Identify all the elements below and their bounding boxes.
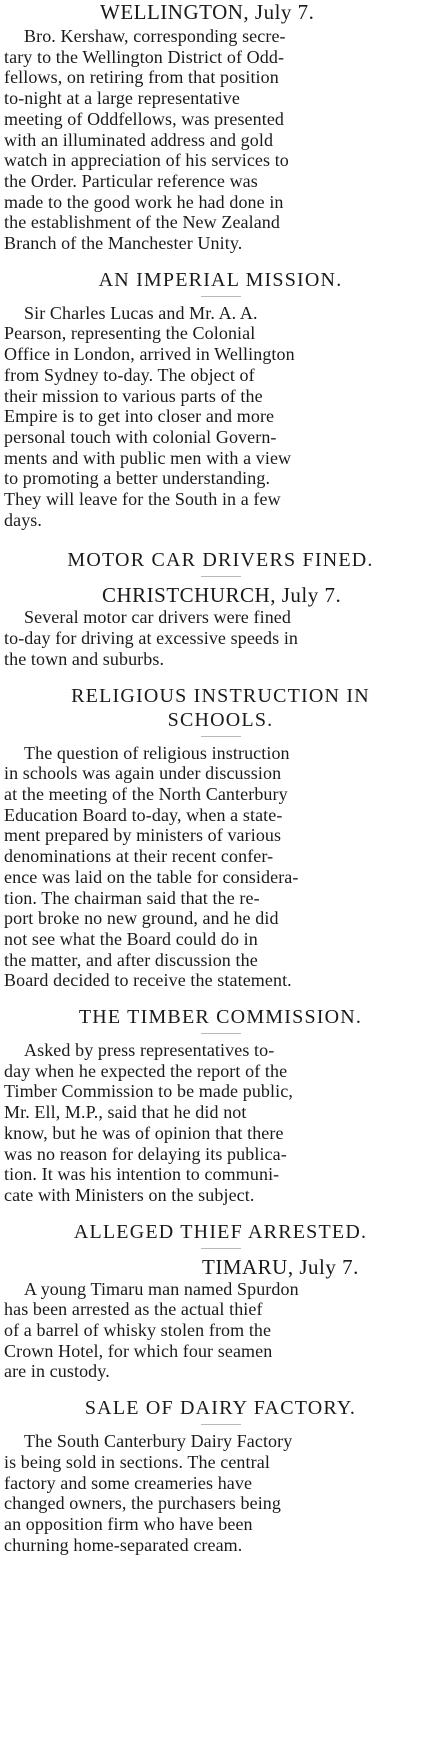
text-line: day when he expected the report of the <box>4 1060 288 1081</box>
text-line: A young Timaru man named Spurdon <box>24 1278 299 1299</box>
article-timber-commission <box>4 1005 437 1206</box>
text-line: fellows, on retiring from that position <box>4 67 279 88</box>
article-dairy-factory <box>4 1396 437 1555</box>
text-line: Asked by press representatives to- <box>24 1040 275 1061</box>
text-line: Pearson, representing the Colonial <box>4 323 256 344</box>
divider <box>201 1248 241 1249</box>
article-heading: ALLEGED THIEF ARRESTED. <box>73 1220 368 1243</box>
dateline: TIMARU, July 7. <box>202 1254 359 1279</box>
text-line: Branch of the Manchester Unity. <box>4 233 243 254</box>
article-wellington <box>4 0 437 254</box>
article-body <box>4 1279 437 1383</box>
text-line: Timber Commission to be made public, <box>4 1081 293 1102</box>
divider <box>201 296 241 297</box>
divider <box>201 576 241 577</box>
text-line: personal touch with colonial Govern- <box>4 426 277 447</box>
text-line: with an illuminated address and gold <box>4 129 274 150</box>
text-line: has been arrested as the actual thief <box>4 1299 263 1320</box>
text-line: The South Canterbury Dairy Factory <box>24 1431 293 1452</box>
article-motor-car <box>4 548 437 669</box>
text-line: to-night at a large representative <box>4 88 240 109</box>
text-line: port broke no new ground, and he did <box>4 908 279 929</box>
text-line: days. <box>4 509 42 530</box>
text-line: was no reason for delaying its publica- <box>4 1143 287 1164</box>
text-line: Sir Charles Lucas and Mr. A. A. <box>24 302 258 323</box>
text-line: not see what the Board could do in <box>4 928 258 949</box>
text-line: in schools was again under discussion <box>4 763 282 784</box>
article-heading: THE TIMBER COMMISSION. <box>78 1006 363 1029</box>
text-line: the matter, and after discussion the <box>4 949 258 970</box>
article-religious-instruction <box>4 684 437 991</box>
text-line: the establishment of the New Zealand <box>4 212 281 233</box>
text-line: made to the good work he had done in <box>4 191 284 212</box>
divider <box>201 1424 241 1425</box>
text-line: tary to the Wellington District of Odd- <box>4 46 285 67</box>
text-line: Bro. Kershaw, corresponding secre- <box>24 26 286 46</box>
text-line: Mr. Ell, M.P., said that he did not <box>4 1102 247 1123</box>
text-line: Several motor car drivers were fined <box>24 607 291 628</box>
article-heading-line: SCHOOLS. <box>167 708 274 731</box>
text-line: tion. The chairman said that the re- <box>4 887 260 908</box>
article-body <box>4 303 437 531</box>
dateline: CHRISTCHURCH, July 7. <box>102 583 342 608</box>
article-alleged-thief <box>4 1220 437 1383</box>
text-line: the Order. Particular reference was <box>4 170 258 191</box>
text-line: cate with Ministers on the subject. <box>4 1184 255 1205</box>
text-line: churning home-separated cream. <box>4 1534 243 1555</box>
text-line: to promoting a better understanding. <box>4 468 271 489</box>
text-line: is being sold in sections. The central <box>4 1451 270 1472</box>
text-line: their mission to various parts of the <box>4 385 263 406</box>
article-body <box>4 26 437 254</box>
text-line: The question of religious instruction <box>24 742 290 763</box>
article-body <box>4 743 437 991</box>
text-line: ment prepared by ministers of various <box>4 825 282 846</box>
text-line: are in custody. <box>4 1361 110 1382</box>
text-line: changed owners, the purchasers being <box>4 1493 282 1514</box>
divider <box>201 736 241 737</box>
text-line: Crown Hotel, for which four seamen <box>4 1340 273 1361</box>
text-line: factory and some creameries have <box>4 1472 253 1493</box>
article-body <box>4 1040 437 1206</box>
article-heading: MOTOR CAR DRIVERS FINED. <box>67 549 374 572</box>
text-line: of a barrel of whisky stolen from the <box>4 1320 272 1341</box>
text-line: at the meeting of the North Canterbury <box>4 783 288 804</box>
text-line: watch in appreciation of his services to <box>4 150 289 171</box>
text-line: Office in London, arrived in Wellington <box>4 344 295 365</box>
text-line: from Sydney to-day. The object of <box>4 364 255 385</box>
text-line: the town and suburbs. <box>4 648 165 669</box>
article-heading-line: RELIGIOUS INSTRUCTION IN <box>71 684 370 707</box>
text-line: Board decided to receive the statement. <box>4 970 292 991</box>
text-line: Education Board to-day, when a state- <box>4 804 283 825</box>
text-line: They will leave for the South in a few <box>4 489 281 510</box>
article-heading: SALE OF DAIRY FACTORY. <box>84 1397 357 1420</box>
text-line: Empire is to get into closer and more <box>4 406 275 427</box>
text-line: meeting of Oddfellows, was presented <box>4 108 285 129</box>
article-body <box>4 607 437 669</box>
text-line: know, but he was of opinion that there <box>4 1122 284 1143</box>
dateline: WELLINGTON, July 7. <box>100 0 315 24</box>
text-line: ence was laid on the table for considera- <box>4 866 299 887</box>
text-line: to-day for driving at excessive speeds in <box>4 628 299 649</box>
text-line: an opposition firm who have been <box>4 1513 253 1534</box>
article-body <box>4 1431 437 1555</box>
article-heading: AN IMPERIAL MISSION. <box>98 268 343 291</box>
text-line: denominations at their recent confer- <box>4 846 274 867</box>
text-line: tion. It was his intention to communi- <box>4 1164 280 1185</box>
article-imperial-mission <box>4 268 437 531</box>
divider <box>201 1033 241 1034</box>
newspaper-column <box>4 0 437 1555</box>
text-line: ments and with public men with a view <box>4 447 292 468</box>
